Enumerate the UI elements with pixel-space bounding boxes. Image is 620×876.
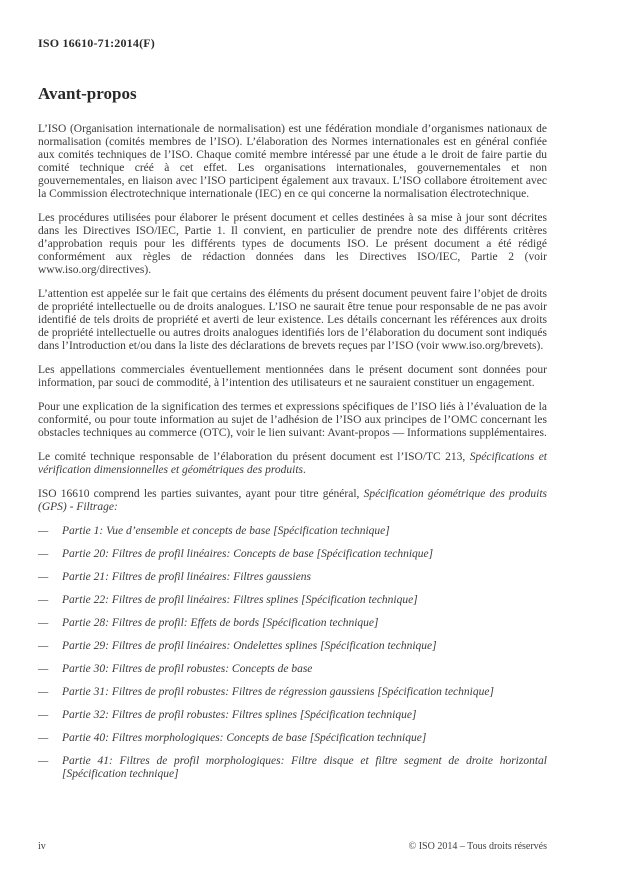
parts-list (38, 525, 547, 781)
dash-marker: — (38, 594, 49, 606)
paragraph-wto-tbt: Pour une explication de la signification des termes et expressions spécifiques de l’ISO liés à l’évaluation de la conformité, ou pour toute information au sujet de l’adhésion de l’ISO aux principes de l’OMC concernant les obstacles techniques au commerce (OTC), voir le lien suivant: Avant-propos — Informations supplémentaires. (38, 401, 547, 439)
list-item (38, 663, 547, 676)
list-item (38, 617, 547, 630)
dash-marker: — (38, 732, 49, 744)
page-content (38, 36, 547, 791)
committee-suffix: . (303, 464, 306, 476)
dash-marker: — (38, 663, 49, 675)
page-footer (38, 841, 547, 852)
dash-marker: — (38, 525, 49, 537)
list-item (38, 525, 547, 538)
part-title: Partie 29: Filtres de profil linéaires: Ondelettes splines [Spécification technique] (62, 640, 437, 652)
part-title: Partie 22: Filtres de profil linéaires: Filtres splines [Spécification technique] (62, 594, 418, 606)
list-item (38, 594, 547, 607)
paragraph-procedures: Les procédures utilisées pour élaborer le présent document et celles destinées à sa mise à jour sont décrites dans les Directives ISO/IEC, Partie 1. Il convient, en particulier de prendre note des différents critères d’approbation requis pour les différents types de documents ISO. Le présent document a été rédigé conformément aux règles de rédaction données dans les Directives ISO/IEC, Partie 2 (voir www.iso.org/directives). (38, 212, 547, 276)
part-title: Partie 30: Filtres de profil robustes: Concepts de base (62, 663, 313, 675)
committee-prefix: Le comité technique responsable de l’élaboration du présent document est l’ISO/TC 213, (38, 451, 470, 463)
part-title: Partie 1: Vue d’ensemble et concepts de base [Spécification technique] (62, 525, 390, 537)
paragraph-trade-names: Les appellations commerciales éventuellement mentionnées dans le présent document sont données pour information, par souci de commodité, à l’intention des utilisateurs et ne sauraient constituer un engagement. (38, 364, 547, 389)
page-number: iv (38, 841, 46, 852)
dash-marker: — (38, 709, 49, 721)
part-title: Partie 32: Filtres de profil robustes: Filtres splines [Spécification technique] (62, 709, 417, 721)
list-item (38, 755, 547, 781)
copyright-notice: © ISO 2014 – Tous droits réservés (408, 841, 547, 852)
document-reference: ISO 16610-71:2014(F) (38, 36, 155, 50)
part-title: Partie 21: Filtres de profil linéaires: Filtres gaussiens (62, 571, 312, 583)
parts-series-title: Spécification géométrique des produits (GPS) - Filtrage: (38, 488, 547, 513)
part-title: Partie 20: Filtres de profil linéaires: Concepts de base [Spécification technique] (62, 548, 434, 560)
paragraph-iso-intro: L’ISO (Organisation internationale de normalisation) est une fédération mondiale d’organismes nationaux de normalisation (comités membres de l’ISO). L’élaboration des Normes internationales est en général confiée aux comités techniques de l’ISO. Chaque comité membre intéressé par une étude a le droit de faire partie du comité technique créé à cet effet. Les organisations internationales, gouvernementales et non gouvernementales, en liaison avec l’ISO participent également aux travaux. L’ISO collabore étroitement avec la Commission électrotechnique internationale (IEC) en ce qui concerne la normalisation électrotechnique. (38, 123, 547, 200)
page-title: Avant-propos (38, 84, 137, 103)
list-item (38, 548, 547, 561)
part-title: Partie 40: Filtres morphologiques: Concepts de base [Spécification technique] (62, 732, 427, 744)
part-title: Partie 28: Filtres de profil: Effets de bords [Spécification technique] (62, 617, 379, 629)
dash-marker: — (38, 686, 49, 698)
dash-marker: — (38, 640, 49, 652)
dash-marker: — (38, 617, 49, 629)
list-item (38, 571, 547, 584)
list-item (38, 640, 547, 653)
list-item (38, 732, 547, 745)
paragraph-committee (38, 451, 547, 477)
dash-marker: — (38, 755, 49, 767)
list-item (38, 686, 547, 699)
parts-intro-prefix: ISO 16610 comprend les parties suivantes, ayant pour titre général, (38, 488, 364, 500)
dash-marker: — (38, 571, 49, 583)
list-item (38, 709, 547, 722)
committee-name: Spécifications et vérification dimensionnelles et géométriques des produits (38, 451, 547, 476)
paragraph-parts-intro (38, 488, 547, 514)
paragraph-patents: L’attention est appelée sur le fait que certains des éléments du présent document peuvent faire l’objet de droits de propriété intellectuelle ou de droits analogues. L’ISO ne saurait être tenue pour responsable de ne pas avoir identifié de tels droits de propriété et averti de leur existence. Les détails concernant les références aux droits de propriété intellectuelle ou autres droits analogues identifiés lors de l’élaboration du document sont indiqués dans l’Introduction et/ou dans la liste des déclarations de brevets reçues par l’ISO (voir www.iso.org/brevets). (38, 288, 547, 352)
part-title: Partie 31: Filtres de profil robustes: Filtres de régression gaussiens [Spécification technique] (62, 686, 494, 698)
part-title: Partie 41: Filtres de profil morphologiques: Filtre disque et filtre segment de droite horizontal [Spécification technique] (62, 755, 547, 780)
dash-marker: — (38, 548, 49, 560)
